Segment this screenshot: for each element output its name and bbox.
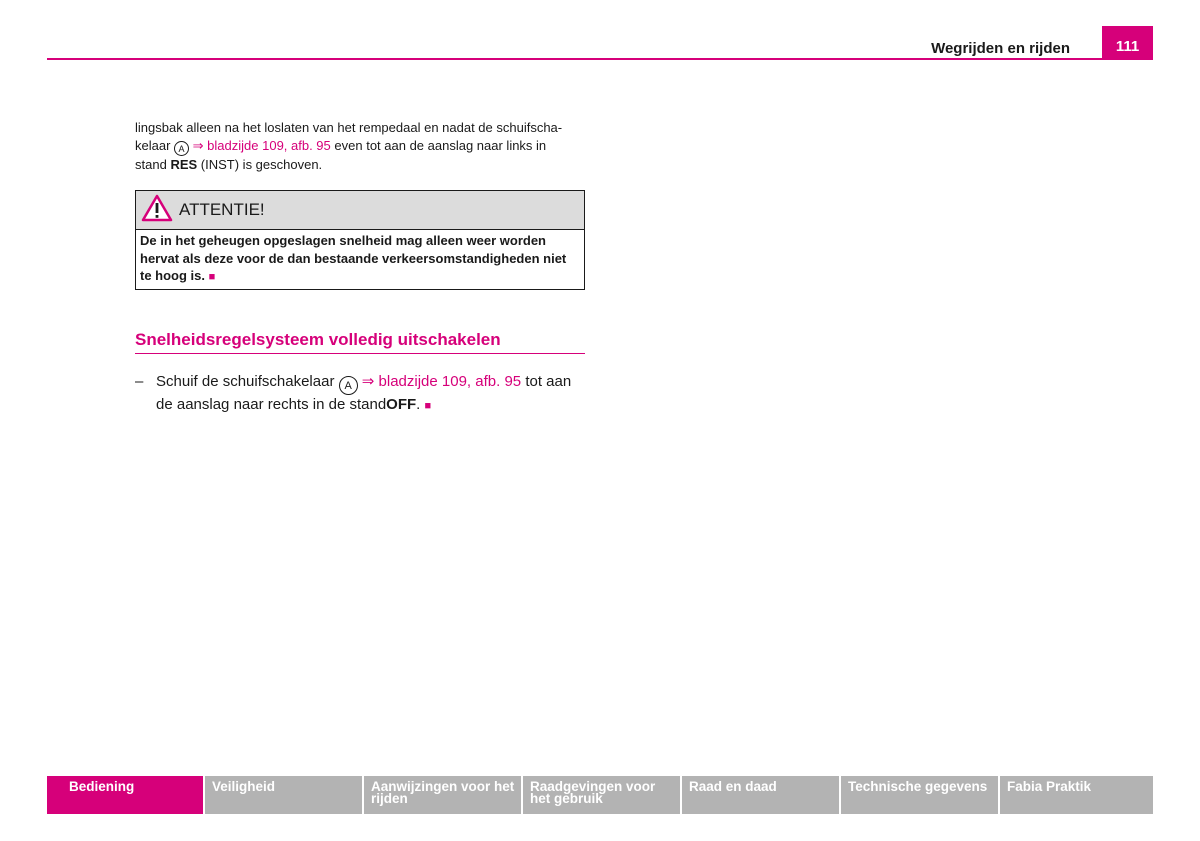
intro-text: stand [135,157,167,172]
end-marker-icon: ■ [424,400,432,412]
page-reference-link[interactable]: ⇒ bladzijde 109, afb. 95 [192,138,331,153]
callout-a-icon: A [174,141,189,156]
intro-paragraph [135,119,585,174]
intro-text: kelaar [135,138,171,153]
step-text-part: . [416,396,421,413]
warning-title: ATTENTIE! [179,200,265,219]
chapter-title: Wegrijden en rijden [931,40,1070,57]
page-number: 111 [1102,26,1153,60]
page-reference-link[interactable]: ⇒ bladzijde 109, afb. 95 [361,373,522,390]
instruction-step [135,372,585,416]
res-label: RES [170,157,198,172]
list-dash: – [135,373,144,390]
intro-text: (INST) is geschoven. [200,157,323,172]
step-text-part: Schuif de schuifschakelaar [156,373,335,390]
step-text [156,372,585,416]
header-divider [47,58,1153,60]
tab-technische-gegevens[interactable]: Technische gegevens [841,776,998,814]
tab-raadgevingen[interactable]: Raadgevingen voor het gebruik [523,776,680,814]
section-heading: Snelheidsregelsysteem volledig uitschakelen [135,330,585,354]
tab-veiligheid[interactable]: Veiligheid [205,776,362,814]
warning-triangle-icon [141,194,173,227]
warning-box [135,190,585,290]
end-marker-icon: ■ [208,271,216,283]
step-text-part: tot aan de aanslag naar rechts in de stand [156,373,572,413]
callout-a-icon: A [339,376,358,395]
tab-fabia-praktik[interactable]: Fabia Praktik [1000,776,1153,814]
warning-body [136,230,584,289]
off-label: OFF [386,396,417,413]
warning-text: De in het geheugen opgeslagen snelheid mag alleen weer worden hervat als deze voor de dan bestaande verkeersomstandigheden niet te hoog is. [140,233,567,283]
tab-bediening[interactable]: Bediening [47,776,203,814]
footer-navigation [47,776,1153,814]
intro-line-3 [135,156,585,174]
tab-aanwijzingen[interactable]: Aanwijzingen voor het rijden [364,776,521,814]
warning-header [136,191,584,230]
tab-raad-en-daad[interactable]: Raad en daad [682,776,839,814]
intro-text: even tot aan de aanslag naar links in [334,138,547,153]
intro-line-2 [135,137,585,156]
intro-line-1: lingsbak alleen na het loslaten van het rempedaal en nadat de schuifscha- [135,120,563,135]
